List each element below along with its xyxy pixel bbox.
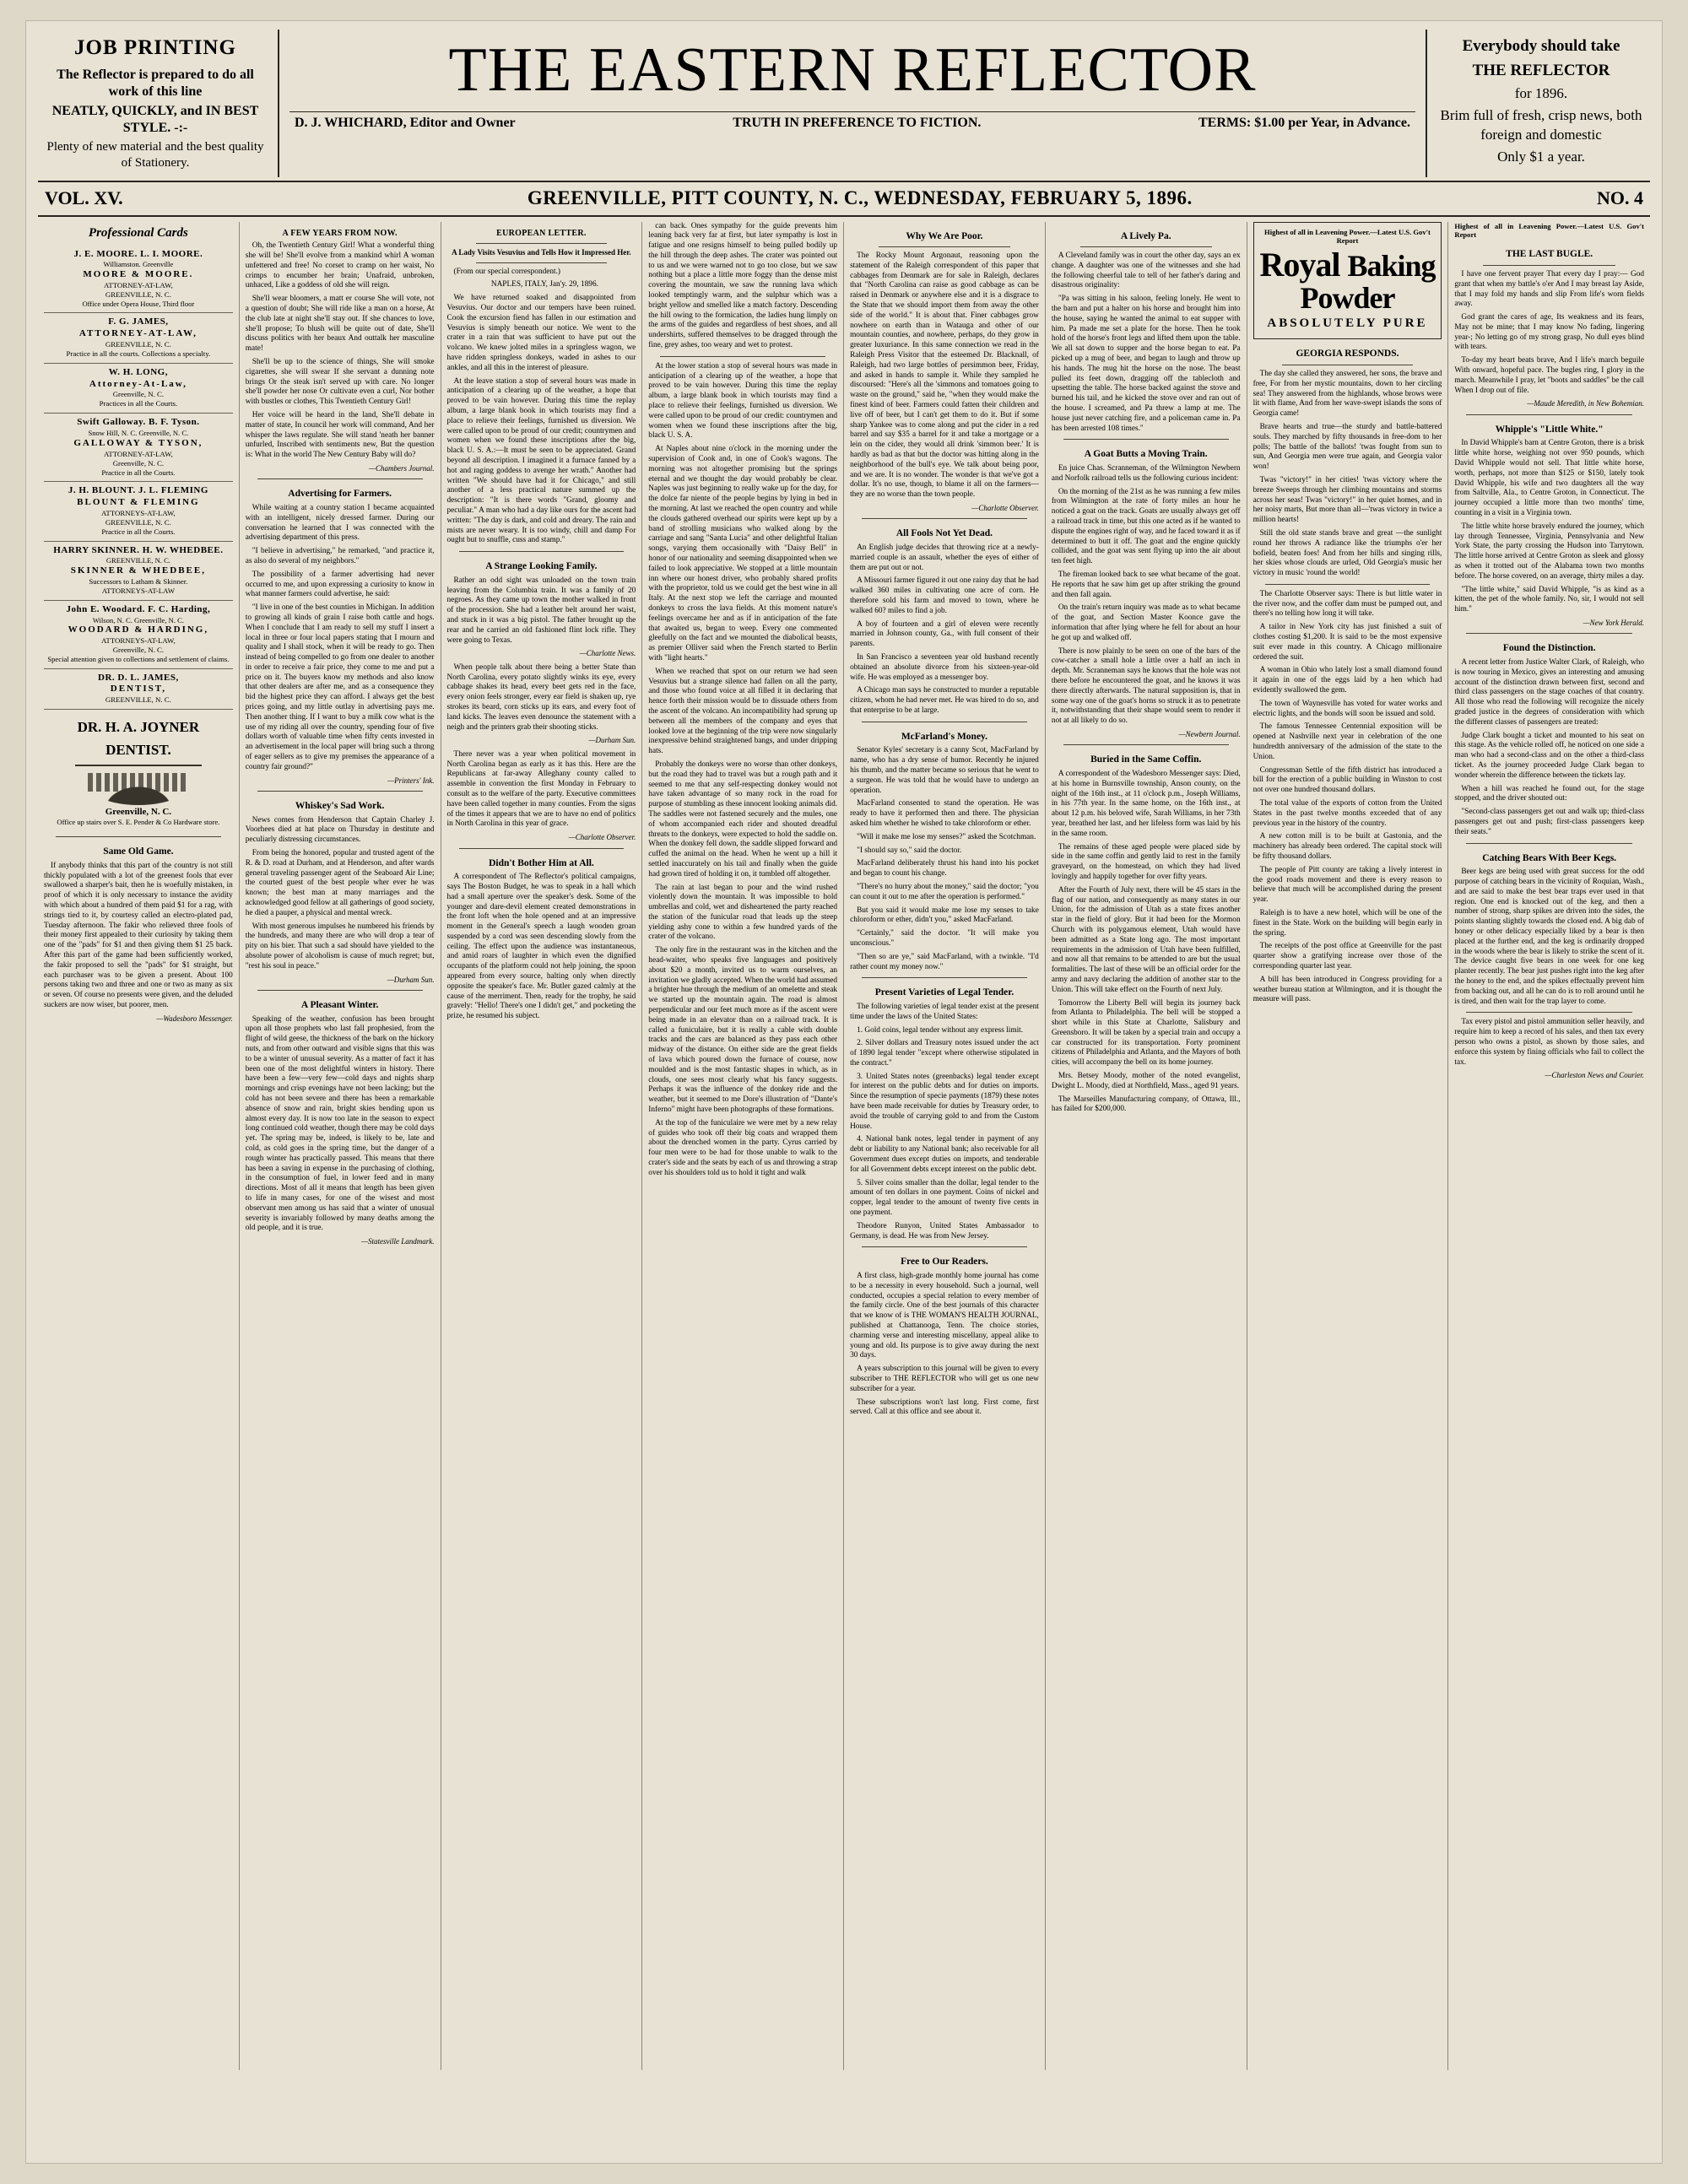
card-desc: ATTORNEY-AT-LAW,: [103, 449, 173, 458]
paragraph: Probably the donkeys were no worse than other donkeys, but the road they had to travel was but a rough path and it seemed to me that any self-respecting donkey would not have taken advantage of so many rock in the road for purpose of stumbling as these innocent looking animals did. The saddles were not fastened securely and the mules, one of whom accompanied each rider and shouted dreadful threats to the donkeys, were expected to hold the saddle on. When the donkey fell down, the saddle slipped forward and cuffed the animal on the head. When he went up a hill it settled inaccurately on his tail and finally when the guide had grown tired of holding it on, it tumbled off altogether.: [648, 760, 838, 878]
free-to-readers-block: [850, 1246, 1039, 1418]
same-old-game-credit: —Wadesboro Messenger.: [156, 1014, 233, 1023]
card-desc: GREENVILLE, N. C.: [105, 339, 171, 349]
card-names: HARRY SKINNER. H. W. WHEDBEE.: [53, 544, 224, 555]
issue-number: NO. 4: [1596, 187, 1643, 208]
section-divider: [257, 990, 423, 991]
card-location: GREENVILLE, N. C.: [105, 517, 171, 527]
paragraph: An English judge decides that throwing rice at a newly-married couple is an assault, whether the eyes of either of them are put out or not.: [850, 543, 1039, 572]
section-divider: [459, 848, 625, 849]
section-divider: [1063, 439, 1229, 440]
paragraph: "Will it make me lose my senses?" asked the Scotchman.: [857, 832, 1036, 841]
paragraph: With most generous impulses he numbered his friends by the hundreds, and many there are who will drop a tear of pity on his bier. That such a sad should have yielded to the absolute power of alcoholism is cause of much regret; but, "rest his soul in peace.": [245, 922, 435, 970]
royal-brand: Royal Baking Powder: [1259, 246, 1436, 316]
paragraph: 1. Gold coins, legal tender without any express limit.: [857, 1025, 1024, 1035]
short-divider: [476, 262, 608, 263]
royal-baking-powder-ad: [1253, 222, 1442, 340]
paragraph: "The little white," said David Whipple, "is as kind as a kitten, the pet of the whole family. No, sir, I would not sell him.": [1454, 585, 1644, 614]
paragraph: Mrs. Betsey Moody, mother of the noted evangelist, Dwight L. Moody, died at Northfield, Mass., aged 91 years.: [1051, 1072, 1241, 1090]
article-credit: —Charlotte Observer.: [568, 833, 636, 842]
card-names: John E. Woodard. F. C. Harding,: [66, 603, 211, 614]
section-divider: [1063, 744, 1229, 745]
column-col-3: [642, 222, 844, 2070]
job-line-1: NEATLY, QUICKLY, and IN BEST STYLE. -:-: [51, 104, 259, 135]
dentist-title: DENTIST.: [106, 742, 171, 759]
same-old-game-head: Same Old Game.: [103, 846, 174, 857]
paragraph: When people talk about there being a better State than North Carolina, every potato slightly winks its eye, every cabbage shakes its head, every beet gets red in the face, every onion feels stronger, every ear field is shaken up, rye strokes its beard, corn sticks up its ears, and every foot of land kicks. The leaves even denounce the statement with a neigh and the printers grab their shooting sticks.: [446, 662, 636, 732]
place-and-date: GREENVILLE, PITT COUNTY, N. C., WEDNESDAY, FEBRUARY 5, 1896.: [527, 187, 1193, 208]
paragraph: "Then so are ye," said MacFarland, with a twinkle. "I'd rather count my money now.": [850, 952, 1039, 971]
masthead-rule: [289, 111, 1415, 112]
paragraph: God grant the cares of age, Its weakness and its fears, May not be mine; that I may know No fading, lingering year-; No letting go of my strong grasp, No dull eyes blind with tears.: [1454, 313, 1644, 352]
professional-card: [44, 313, 233, 363]
paragraph: On the train's return inquiry was made as to what became of the goat, and Section Master Koonce gave the information that after lying where he fell for about an hour he got up and walked off.: [1051, 603, 1241, 642]
paragraph: She'll wear bloomers, a matt er course She will vote, not a question of doubt; She will ride like a man on a horse, At the club late at night she'll stay out. If she chances to love, she'll propose; To blush will be quite out of date, She'll discuss politics with her beaux And outtalk her masculine mate!: [245, 295, 435, 354]
professional-card: [44, 246, 233, 314]
dentist-ad: [44, 710, 233, 831]
paragraph: "Pa was sitting in his saloon, feeling lonely. He went to the barn and put a halter on his horse and brought him into the house, saying he wanted the animal to eat supper with him. Pa made me set a plate for the horse. Then he took hold of the horse's front legs and lifted them upon the table. We all sat down to supper and the horse began to eat. Pa picked up a mug of beer, and began to laugh and throw up his hands. The mug hit the horse on the nose. The beast pulled its feet down, dragging off the tablecloth and upsetting the table. The horse backed against the stove and burned his tail, and he kicked the stove over and ran out of the house. I screamed, and Pa threw a lamp at me. The house just never catching fire, and a policeman came in. Pa has been arrested 108 times.": [1051, 295, 1241, 433]
card-desc: Greenville, N. C.: [112, 390, 165, 399]
royal-ad-headline: Highest of all in Leavening Power.—Latest U.S. Gov't Report: [1264, 227, 1431, 246]
article-credit: —Maude Meredith, in New Bohemian.: [1527, 399, 1644, 408]
card-firm: MOORE & MOORE.: [83, 269, 194, 280]
card-location: Practices in all the Courts.: [99, 399, 178, 408]
paragraph: A first class, high-grade monthly home journal has come to be a necessity in every household. Such a journal, well conducted, occupies a special relation to every member of the family circle. One of the best journals of this character that we know of is THE WOMAN'S HEALTH JOURNAL, published at Chattanooga, Tenn. The choice stories, charming verse and interesting miscellany, appeal alike to young and old. Its purpose is to give away during the next 30 days.: [850, 1272, 1039, 1360]
paragraph: Oh, the Twentieth Century Girl! What a wonderful thing she will be! She'll evolve from a mankind whirl A woman unfettered and free! No corset to cramp on her waist, No crimps to encumber her brain; Unafraid, unbroken, unhaced, Like a goddess of old she will reign.: [245, 241, 435, 290]
column-col-1: [240, 222, 441, 2070]
section-divider: [660, 356, 825, 357]
promo-line-2: for 1896.: [1514, 85, 1568, 102]
paragraph: Rather an odd sight was unloaded on the town train leaving from the Columbia train. It was a family of 20 negroes. As they came up town the mother walked in front of the procession. She had a leather belt around her waist, and stuck in it was a big pistol. The father brought up the rear and he carried an old fashioned flint lock rifle. They were going to Texas.: [446, 576, 636, 645]
dentist-note: Office up stairs over S. E. Pender & Co Hardware store.: [57, 818, 220, 827]
paragraph: There never was a year when political movement in North Carolina began as early as it has this. Here are the Republicans at far-away Alleghany county called to assemble in convention the first Monday in February to consult as to the welfare of the party. Executive committees have been called together in many counties. From the signs of the times it appears that we are to have no end of politics in North Carolina in this year of grace.: [446, 749, 636, 829]
paragraph: The rain at last began to pour and the wind rushed violently down the mountain. It was impossible to hold umbrellas and cold, wet and disheartened the party reached the station of the funicular road that leads up the steep yielding ashy cone to within a few hundred yards of the crater of the volcano.: [648, 883, 838, 942]
card-location: ATTORNEYS-AT-LAW: [101, 586, 176, 595]
card-firm: WOODARD & HARDING,: [68, 624, 209, 635]
paragraph: There is now plainly to be seen on one of the bars of the cow-catcher a small hole a little over a half an inch in depth. Mr. Scranneman says he knows that the hole was not there before he encountered the goat, and he knows it was there directly afterwards. The natural supposition is, that in some way one of the goat's horns so struck it as to penetrate it, notwithstanding that their shape would seem to render it not at all likely to do so.: [1051, 646, 1241, 726]
paragraph: The town of Waynesville has voted for water works and electric lights, and the bonds will soon be issued and sold.: [1252, 699, 1442, 718]
teeth-illustration: [75, 765, 202, 805]
royal-product: Baking Powder: [1300, 249, 1436, 316]
card-location: Practice in all the courts. Collections a specialty.: [66, 349, 211, 358]
professional-card: [44, 364, 233, 414]
paragraph: The possibility of a farmer advertising had never occurred to me, and upon expressing a curiosity to know in what manner farmers could advertise, he said:: [245, 570, 435, 599]
volume-line: [38, 182, 1650, 217]
paragraph: The day she called they answered, her sons, the brave and free, For from her mystic mountains, down to her circling sea! They answered from the highlands, whose brows were lit with flame, And from her wave-swept islands the sons of Georgia came!: [1252, 369, 1442, 419]
paragraph: Beer kegs are being used with great success for the odd purpose of catching bears in the vicinity of Roquian, Wash., and are said to make the best bear traps ever used in that region. One end is knocked out of the keg, and then a number of strong, sharp spikes are driven into the sides, the points slanting slightly towards the closed end. A big dab of honey or other delicacy especially liked by a bear is then placed at the further end, and the keg is ordinarily dropped in the woods where the bear is likely to strike the scent of it. The device caught five bears in one week for one keg planter recently. The bear just pushes right into the keg after the honey to the end, and the spikes effectually prevent him from backing out, and all he can do is to roll around until he is tired, and then wait for the trap layer to come.: [1454, 868, 1644, 1006]
section-heading: A FEW YEARS FROM NOW.: [282, 228, 398, 238]
paragraph: "I should say so," said the doctor.: [857, 846, 962, 855]
paragraph: 3. United States notes (greenbacks) legal tender except for interest on the public debts and for duties on imports. Since the resumption of specie payments (1879) these notes have been made receivable for duties by Treasury order, to avoid the trouble of carrying gold to and from the Custom House.: [850, 1072, 1039, 1131]
short-divider: [476, 243, 608, 244]
paragraph: To-day my heart beats brave, And I life's march beguile With onward, hopeful pace. The bugles ring, I glory in the march. Meanwhile I pray, let "boots and saddles" be the call When I drop out of file.: [1454, 356, 1644, 395]
section-divider: [862, 518, 1027, 519]
article-heading: All Fools Not Yet Dead.: [895, 528, 993, 539]
article-credit: —Charlotte Observer.: [971, 504, 1039, 513]
paragraph: After the Fourth of July next, there will be 45 stars in the flag of our nation, and consequently as many states in our Union, for the admission of Utah as a state fixes another star in the field of glory. But it had been for the Mormon Church with its polygamous element, Utah would have been admitted as a State long ago. The most important requirements in the admission of Utah have been fulfilled, and now all that remains to be attended to are but the usual formalities. The last of these will be an official order for the army and navy declaring the addition of another star to the Union. This will take effect on the Fourth of next July.: [1051, 885, 1241, 994]
paragraph: MacFarland consented to stand the operation. He was ready to have it performed then and there. The physician asked him whether he wished to take chloroform or ether.: [850, 799, 1039, 828]
professional-card: [44, 601, 233, 669]
paragraph: At Naples about nine o'clock in the morning under the supervision of Cook and, in one of Cook's wagons. The morning was not altogether promising but the springs eternal and we thought the day would probably be clear. Naples was just beginning to really wake up for the day, for the dolce far niente of the people begins by lying in bed in the morning. At last we reached the open country and while the clouds gathered overhead our spirits were kept up by a band of strolling musicians who walked along by the carriage and sang "Santa Lucia" and other delightful Italian songs, varying them occasionally with "Daisy Bell" in honor of our nationality and seeming disappointed when we failed to look appreciative. We stopped at a little mountain inn where our honest driver, who probably shared profits with the proprietor, told us we could get the best wine in all Italy. At the next stop we left the carriage and mounted donkeys to cross the lava fields. At this moment nature's feelings overcame her and as if in anticipation of the fate that awaited us, began to weep. Every one commented gleefully on the fact and we mounted the diabolical beasts, as premier Olliver said when the French started to Berlin with "light hearts.": [648, 445, 838, 662]
short-divider: [1483, 265, 1615, 266]
paragraph: The Rocky Mount Argonaut, reasoning upon the statement of the Raleigh correspondent of this paper that cabbages from Denmark are for sale in Raleigh, declares that "North Carolina can raise as good cabbage as can be raised in Denmark or anywhere else and it is a disgrace to the State that we should import them from away the other side of the world." It is about that. Finer cabbages grow nowhere on earth than in Watauga and other of our mountain counties, and nowhere, perhaps, do they grow in greater luxuriance. In this same connection we read in the Raleigh Press Visitor that the esteemed Dr. Blacknall, of Raleigh, had two large bottles of persimmon beer, Friday, and asked in hands to sample it. While they sampled he discoursed: "Here's all the 'simmons and tomatoes going to waste on the ground," said he, "when they would make the finest kind of beer. Farmers could fatten their children and live off of beer, but I can't get them to do it. But if some sharp Yankee was to come along and put the cider in a red barrel and say $35 a barrel for it and take a mortgage or a lein on the cider, they would all drink 'simmon beer.' It is hardly as bad as that but the doctor was hitting along in the neighborhood of the bull's eye. We talk about being poor, and we are. It is no wonder. The wonder is that we've got a dollar. It's no use, though, to blame it all on the farmers—they are no worse than the town people.: [850, 251, 1039, 500]
same-old-game-body: If anybody thinks that this part of the country is not still thickly populated with a lot of the greenest fools that ever swallowed a sharper's bait, then he is woefully mistaken, in proof of which it is only necessary to instance the avidity with which about a hundred of them paid $1 for a rag, with strings tied to it, by courtesy called an electro-plated pad, Tuesday afternoon. The fakir who relieved three fools of their money first appealed to their curiosity by taking them one of the "pads" for $1 and then giving them $1 25 back. After this part of the game had been sufficiently worked, the fakir proposed to sell the "pads" for $1 straight, but each purchaser was to be given a present. About 100 persons taking two and three and one or two as many as six or seven. Of course no presents were given, and the deluded suckers are now wiser, but poorer, men.: [44, 861, 233, 1009]
volume-number: VOL. XV.: [45, 187, 123, 208]
paragraph: MacFarland deliberately thrust his hand into his pocket and began to count his change.: [850, 859, 1039, 878]
short-divider: [879, 246, 1010, 247]
paragraph: The only fire in the restaurant was in the kitchen and the head-waiter, who speaks five languages and positively about $20 a month, invited us to warm ourselves, an invitation we gladly accepted. When the world had assumed a brighter hue through the medium of an omelette and steak we started up the mountain again. The road is almost perpendicular and our feet much more as if the ascent were being made in an elevator than on a railroad track. It is called a funiculaire, but it is really a cable with double tracks and the cars are balanced as they pass each other midway of the distance. On either side are the great fields of lava which poured down the furnace of course, now moulded and is the most fantastic shapes in which, as in clouds, one sees most clearly what his fancy suggests. Perhaps it was the influence of the donkey ride and the weather, but it seemed to me Dore's illustration of "Dante's Inferno" might have been photographs of these formations.: [648, 946, 838, 1115]
paragraph: But you said it would make me lose my senses to take chloroform or ether, didn't you," asked MacFarland.: [850, 905, 1039, 925]
card-towns: Snow Hill, N. C. Greenville, N. C.: [88, 429, 189, 438]
paragraph: Tax every pistol and pistol ammunition seller heavily, and require him to keep a record of his sales, and then tax every person who owns a pistol, as shown by those sales, and enforce this system by fining officials who fail to collect the tax.: [1454, 1018, 1644, 1067]
paragraph: The people of Pitt county are taking a lively interest in the good roads movement and there is every reason to believe that much will be accomplished during the present year.: [1252, 865, 1442, 905]
paragraph: A boy of fourteen and a girl of eleven were recently married in Johnson county, Ga., with full consent of their parents.: [850, 619, 1039, 649]
masthead: [38, 30, 1650, 182]
article-heading: Whipple's "Little White.": [1495, 424, 1604, 435]
article-credit: —Durham Sun.: [387, 975, 435, 984]
article-credit: —Charlotte News.: [579, 649, 636, 658]
paragraph: Theodore Runyon, United States Ambassador to Germany, is dead. He was from New Jersey.: [850, 1221, 1039, 1241]
paragraph: We have returned soaked and disappointed from Vesuvius. Our doctor and our tempers have been ruined. Cook the excursion fiend has fallen in our estimation and Vesuvius is simply beneath our notice. We went to the crater in a rain that was sufficient to have put out the volcano. We knew jolted miles in a springless wagon, we have ridden springless donkeys, waded in ashes to our ankles, and all this in the interest of pleasure.: [446, 294, 636, 372]
article-heading: Whiskey's Sad Work.: [295, 801, 385, 812]
royal-ad-headline: Highest of all in Leavening Power.—Latest U.S. Gov't Report: [1454, 221, 1644, 240]
card-names: J. H. BLOUNT. J. L. FLEMING: [68, 485, 208, 496]
article-heading: Present Varieties of Legal Tender.: [874, 987, 1014, 998]
paragraph: A tailor in New York city has just finished a suit of clothes costing $1,200. It is said to be the most expensive suit ever made in this country. A Chicago millionaire ordered the suit.: [1252, 623, 1442, 662]
paragraph: Congressman Settle of the fifth district has introduced a bill for the erection of a public building in Winston to cost not over one hundred thousand dollars.: [1252, 765, 1442, 795]
paragraph: The little white horse bravely endured the journey, which lay through Tennessee, Virginia, Pennsylvania and New York State, the party crossing the Hudson into Tarrytown. The little horse arrived at Centre Groton as sleek and glossy as when it trotted out of the Alabama town two months before. The horse covered, on an average, thirty miles a day.: [1454, 522, 1644, 581]
free-to-readers-title: Free to Our Readers.: [901, 1257, 988, 1268]
paragraph: "I believe in advertising," he remarked, "and practice it, as also do several of my neighbors.": [245, 547, 435, 565]
paragraph: Tomorrow the Liberty Bell will begin its journey back from Atlanta to Philadelphia. The bell will be stopped a short while in this State at Charlotte, Salisbury and Greensboro. It will be taken by a special train and occupy a car constructed for its transportation. Forty prominent citizens of Philadelphia and Atlanta, and the Mayors of both cities, will accompany the bell on its home journey.: [1051, 998, 1241, 1068]
section-divider: [862, 977, 1027, 978]
column-cards: [38, 222, 240, 2070]
section-divider: [459, 551, 625, 552]
column-col-4: [844, 222, 1046, 2070]
paragraph: A new cotton mill is to be built at Gastonia, and the machinery has already been ordered. The capital stock will be fifty thousand dollars.: [1252, 832, 1442, 862]
short-divider: [1080, 246, 1212, 247]
motto-line: TRUTH IN PREFERENCE TO FICTION.: [733, 116, 982, 130]
paragraph: "Certainly," said the doctor. "It will make you unconscious.": [850, 929, 1039, 948]
paragraph: The Charlotte Observer says: There is but little water in the river now, and the coffer dam must be pumped out, and there's no telling how long it will take.: [1252, 589, 1442, 619]
paragraph: In David Whipple's barn at Centre Groton, there is a brisk little white horse, weighing not over 950 pounds, which David Whipple would not sell. That little white horse, worth, perhaps, not more than $125 or $150, lately took David Whipple, his wife and two daughters all the way from Saltville, Ala., to Centre Groton, in Connecticut. The journey occupied a little more than two months' time, counting in a visit in a Virginia town.: [1454, 439, 1644, 518]
article-heading: Buried in the Same Coffin.: [1090, 754, 1202, 765]
masthead-right-promo: [1426, 30, 1650, 177]
article-heading: GEORGIA RESPONDS.: [1296, 349, 1399, 359]
card-extra: Practice in all the Courts.: [101, 468, 176, 477]
card-names: Swift Galloway. B. F. Tyson.: [77, 417, 200, 428]
job-line-2: Plenty of new material and the best quality of Stationery.: [46, 140, 264, 170]
paragraph: 4. National bank notes, legal tender in payment of any debt or liability to any National bank; also receivable for all Government dues except duties on imports, and tenderable for all Government debts except interest on the public debt.: [850, 1135, 1039, 1174]
article-heading: A Strange Looking Family.: [485, 561, 598, 572]
paragraph: While waiting at a country station I became acquainted with an intelligent, nicely dressed farmer. During our conversation he learned that I was connected with the advertising department of this press.: [245, 503, 435, 543]
article-heading: Found the Distinction.: [1502, 643, 1596, 654]
paragraph: can back. Ones sympathy for the guide prevents him leaning back very far at first, but later sympathy is lost in fatigue and one resigns himself to being pulled bodily up the hill through the deep ashes. The crater was pointed out to us and we were warned not to go too close, but we saw nothing but a place a little more foggy than the dense mist covering the mountain, we saw the running lava which looked temptingly warm, and the sulphur which was a bright yellow and smelled like a match factory. Descending the hill owing to the formication, the ladies hung limply on the arms of the guides and regardless of best shoes, and all undershirts, suffered themselves to be dragged through the fine, grey ashes, too weary and wet to protest.: [648, 221, 838, 350]
paragraph: News comes from Henderson that Captain Charley J. Voorhees died at hat place on Thursday in destitute and peculiarly distressing circumstances.: [245, 815, 435, 845]
section-divider: [1466, 843, 1632, 844]
promo-line-0: Everybody should take: [1462, 37, 1620, 55]
paragraph: A bill has been introduced in Congress providing for a weather bureau station at Wilmington, and it is thought the measure will pass.: [1252, 975, 1442, 1004]
card-desc: GREENVILLE, N. C.: [105, 695, 171, 705]
paragraph: When a hill was reached he found out, for the stage stopped, and the driver shouted out:: [1454, 784, 1644, 803]
paragraph: At the top of the funiculaire we were met by a new relay of guides who took off their big coats and wrapped them about the drenched women in the party. Cyrus carried by four men were to be had for those unable to walk to the crater's side and the seats by each of us and throwing a strap over his shoulders told us to hold it tight and walk: [648, 1118, 838, 1177]
paragraph: 2. Silver dollars and Treasury notes issued under the act of 1890 legal tender "except where otherwise stipulated in the contract.": [850, 1039, 1039, 1068]
article-heading: Why We Are Poor.: [906, 230, 983, 241]
card-location: Greenville, N. C.: [112, 458, 165, 468]
card-towns: Wilson, N. C. Greenville, N. C.: [92, 615, 185, 624]
card-towns: GREENVILLE, N. C.: [106, 556, 170, 565]
column-col-7: [1448, 222, 1650, 2070]
paragraph: En juice Chas. Scranneman, of the Wilmington Newbern and Norfolk railroad tells us the following curious incident:: [1051, 464, 1241, 483]
promo-line-1: THE REFLECTOR: [1472, 61, 1610, 79]
card-names: F. G. JAMES,: [108, 316, 169, 327]
section-divider: [257, 478, 423, 479]
paragraph: She'll be up to the science of things, She will smoke cigarettes, she will swear If she servant a dunning note brings Or the steak isn't served up with care. No longer she'll powder her nose Or cultivate even a curl, Nor bother with bustles or clothes, This Twentieth Century Girl!: [245, 357, 435, 407]
editor-line: D. J. WHICHARD, Editor and Owner: [295, 116, 516, 130]
section-divider: [1466, 633, 1632, 634]
professional-card: [44, 414, 233, 482]
professional-cards-heading: Professional Cards: [88, 225, 188, 240]
article-heading: THE LAST BUGLE.: [1506, 249, 1593, 260]
card-extra: Special attention given to collections and settlement of claims.: [47, 654, 230, 663]
article-heading: A Pleasant Winter.: [300, 1000, 379, 1011]
section-heading: EUROPEAN LETTER.: [496, 228, 587, 238]
paragraph: A woman in Ohio who lately lost a small diamond found it again in one of the eggs laid by a hen which had evidently swallowed the gem.: [1252, 666, 1442, 695]
professional-card: [44, 542, 233, 601]
article-heading: A Goat Butts a Moving Train.: [1084, 449, 1208, 460]
article-credit: —Chambers Journal.: [369, 463, 435, 473]
job-printing-title: JOB PRINTING: [74, 36, 236, 59]
paragraph: Judge Clark bought a ticket and mounted to his seat on this stage. As the vehicle rolled off, he noticed on one side a man who had a second-class and on the other a third-class ticket. As the journey proceeded Judge Clark began to wonder wherein the difference between the tickets lay.: [1454, 731, 1644, 780]
paragraph: "I live in one of the best counties in Michigan. In addition to growing all kinds of grain I raise both cattle and hogs. When I conclude that I am ready to sell my stuff I insert a local in three or four local papers stating that I mourn and quality and I shall stock, when it will be ready to go. Then instead of being compelled to go from one dealer to another in order to receive a fair price, they come to me and put a price on it. The buyers know my methods and also know that other dealers are after me, and as a consequence they bid the highest price they can afford. I always get the best prices going, and my little outlay in advertising pays me. Then another thing. If I want to buy a milk cow what is the use of my riding all over the country, spending four of five dollars worth of valuable time when fifty cents invested in an advertisement in the local paper will bring such a throng of eager sellers as to give my premises the appearance of a country fair ground?": [245, 603, 435, 771]
paragraph: When we reached that spot on our return we had seen Vesuvius but a strange silence had fallen on all the party, and those who found voice at all filled it in declaring that hence forth their mission would be to dissuade others from the ascent of the volcano. An incompatibility had sprung up between all the members of the company and eyes that looked love at the beginning of the trip were now singularly inexpressive behind straightened bangs, and under dripping hats.: [648, 667, 838, 756]
section-divider: [257, 791, 423, 792]
card-desc: Successors to Latham & Skinner.: [89, 576, 188, 586]
article-heading: Advertising for Farmers.: [288, 489, 392, 500]
paragraph: I have one fervent prayer That every day I pray:— God grant that when my battle's o'er And I may breast lay Aside, that I may fold my hands and slip From life's worn fields away.: [1454, 269, 1644, 309]
article-subheading: A Lady Visits Vesuvius and Tells How it Impressed Her.: [452, 248, 631, 257]
dateline: NAPLES, ITALY, Jan'y. 29, 1896.: [490, 280, 598, 289]
paragraph: A Chicago man says he constructed to murder a reputable citizen, whom he had never met. He was hired to do so, and that enterprise to be at large.: [850, 686, 1039, 715]
paragraph: The total value of the exports of cotton from the United States in the past twelve months exceeded that of any previous year in the history of the country.: [1252, 799, 1442, 828]
paragraph: 5. Silver coins smaller than the dollar, legal tender to the amount of ten dollars in one payment. Coins of nickel and copper, legal tender to the amount of twenty five cents in one payment.: [850, 1178, 1039, 1218]
dentist-town: Greenville, N. C.: [105, 806, 172, 817]
paragraph: The famous Tennessee Centennial exposition will be opened at Nashville next year in celebration of the one hundredth anniversary of the admission of the state to the Union.: [1252, 722, 1442, 761]
paragraph: The Marseilles Manufacturing company, of Ottawa, Ill., has failed for $200,000.: [1051, 1095, 1241, 1114]
paragraph: A Cleveland family was in court the other day, says an ex change. A daughter was one of the witnesses and she had the following cheerful tale to tell of her father's daring and disastrous originality:: [1051, 251, 1241, 290]
article-credit: —Newbern Journal.: [1178, 729, 1241, 738]
paragraph: Brave hearts and true—the sturdy and battle-battered souls. They marched by fifty thousands in free-dom to her polls; The battle of the ballots! 'twas fought from sun to sun, And Georgia men were true again, and Georgia valor won!: [1252, 422, 1442, 472]
dentist-name: DR. H. A. JOYNER: [77, 719, 200, 736]
article-credit: —Statesville Landmark.: [361, 1237, 435, 1246]
masthead-left-ads: [38, 30, 279, 177]
paragraph: Senator Kyles' secretary is a canny Scot, MacFarland by name, who has a dry sense of humor. Recently he injured his thumb, and the matter became so serious that he went to a surgeon. He was told that he would have to undergo an operation.: [850, 746, 1039, 795]
job-line-0: The Reflector is prepared to do all work of this line: [57, 68, 254, 99]
promo-line-3: Brim full of fresh, crisp news, both foreign and domestic: [1440, 107, 1642, 143]
section-divider: [1265, 584, 1431, 585]
card-extra: Practice in all the Courts.: [101, 527, 176, 536]
article-heading: Didn't Bother Him at All.: [489, 857, 594, 868]
paragraph: Still the old state stands brave and great —the sunlight round her throws A radiance like the triumphs o'er her bofield, beaten foes! And from her hills and singing rills, her skies whose clouds are urled, Old Georgia's music her victory in music 'round the world!: [1252, 528, 1442, 578]
paragraph: A correspondent of the Wadesboro Messenger says: Died, at his home in Burnsville township, Anson county, on the night of the 16th inst., at 11 o'clock p.m., Joseph Williams, in his 77th year. In the same home, on the 16th inst., at about 12 p.m. his beloved wife, Sarah Williams, in her 73th year, breathed her last, and her lifeless form was laid by his in the same room.: [1051, 769, 1241, 838]
column-col-2: [441, 222, 643, 2070]
paragraph: The fireman looked back to see what became of the goat. He reports that he saw him get up after striking the ground and then fall again.: [1051, 570, 1241, 599]
card-extra: Office under Opera House, Third floor: [82, 299, 195, 308]
paragraph: At the lower station a stop of several hours was made in anticipation of a clearing up of the weather, a hope that proved to be vain however. During this time the replay album, a large blank book in which tourists may find a place to relieve their feelings, furnished us diversion. We were called upon to be proud of our credit: countrymen and women when we found these inscriptions after the big, black U. S. A.: [648, 361, 838, 441]
promo-line-4: Only $1 a year.: [1497, 148, 1585, 165]
card-location: Greenville, N. C.: [112, 645, 165, 654]
newspaper-title: THE EASTERN REFLECTOR: [448, 35, 1257, 105]
paragraph: (From our special correspondent.): [453, 267, 561, 276]
paragraph: "Second-class passengers get out and walk up; third-class passengers get out and push; first-class passengers keep their seats.": [1454, 808, 1644, 836]
terms-line: TERMS: $1.00 per Year, in Advance.: [1198, 116, 1410, 130]
article-heading: McFarland's Money.: [901, 731, 988, 742]
article-credit: —Charleston News and Courier.: [1545, 1071, 1644, 1080]
article-credit: —Printers' Ink.: [387, 776, 435, 785]
card-desc: ATTORNEY-AT-LAW,: [103, 280, 173, 289]
column-col-5: [1046, 222, 1247, 2070]
masthead-center: [279, 30, 1426, 177]
paragraph: Raleigh is to have a new hotel, which will be one of the finest in the State. Work on the building will begin early in the spring.: [1252, 909, 1442, 938]
paragraph: These subscriptions won't last long. First come, first served. Call at this office and see about it.: [850, 1397, 1039, 1417]
column-col-6: [1247, 222, 1449, 2070]
paragraph: A Missouri farmer figured it out one rainy day that he had walked 360 miles in cultivating one acre of corn. He therefore sold his farm and moved to town, where he walked 60? miles to find a job.: [850, 576, 1039, 615]
section-divider: [1466, 1012, 1632, 1013]
paragraph: On the morning of the 21st as he was running a few miles from Wilmington at the rate of forty miles an hour he noticed a goat on the track. Goats are usually always get off a railroad track in time, but this one acted as if he wanted to dispute the engines right of way, and he faced toward it as if determined to butt it off. The goat and the engine quickly collided, and the goat was sent flying up into the air about ten feet high.: [1051, 487, 1241, 566]
card-names: W. H. LONG,: [108, 366, 168, 377]
royal-tagline: ABSOLUTELY PURE: [1267, 316, 1428, 331]
paragraph: A correspondent of The Reflector's political campaigns, says The Boston Budget, he was to speak in a hall which had a small aperture over the speaker's desk. Some of the younger and dare-devil element created demonstrations in the front loft when the hole opened and at an impressive moment in the General's speech a laugh wooden groan suspended by a cord was seen descending slowly from the ceiling. The effect upon the audience was instantaneous, and amid roars of laughter in which even the dignified occupants of the platform could not help joining, the spoon appeared from every source, halting only when directly opposite the speaker's face. Mr. Butler gazed calmly at the cause of the merriment. Then, ready for the trophy, he said gravely: "Hello! There's one I didn't get," and pocketing the prize, he resumed his subject.: [446, 873, 636, 1021]
paragraph: A recent letter from Justice Walter Clark, of Raleigh, who is now touring in Mexico, gives an interesting and amusing account of the distinction drawn between first, second and third class passengers on the stage coaches of that country. All those who read the following will recognize the nicely graded justice in the degrees of consideration with which the different classes of passengers are treated:: [1454, 658, 1644, 727]
card-firm: ATTORNEY-AT-LAW,: [78, 328, 197, 339]
paragraph: "There's no hurry about the money," said the doctor; "you can count it out to me after the operation is performed.": [850, 882, 1039, 901]
professional-card: [44, 482, 233, 541]
newspaper-sheet: [25, 20, 1663, 2164]
paragraph: The remains of these aged people were placed side by side in the same coffin and gently laid to rest in the family graveyard, on the homestead, on which they had lived lovingly and happily together for over fifty years.: [1051, 842, 1241, 881]
article-credit: —Durham Sun.: [588, 736, 636, 745]
paragraph: At the leave station a stop of several hours was made in anticipation of a clearing up of the weather, a hope that proved to be vain however. During this time the replay album, a large blank book in which tourists may find a place to relieve their feelings, furnished us diversion. We were called upon to be proud of our credit; countrymen and women when we found these inscriptions after the big, black U. S. A.:—It must be seen to be appreciated. Grand beyond all description. I imagined it a furnace fanned by a hot and raging goddess to avenge her wrath." Another had written "We should have had it for Chicago," and still another of a less practical nature summed up the description: "It is there words "Grand, gloomy and peculiar." A man who had a day like ours for the ascent had written: "The day is dark, and cold and dreary. The rain and mists are never weary. It is too windy, chill and damp For ought but to snuffle, cuss and stamp.": [446, 376, 636, 545]
card-desc: ATTORNEYS-AT-LAW,: [101, 636, 176, 645]
paragraph: Speaking of the weather, confusion has been brought upon all those prophets who last fall prophesied, from the flight of wild geese, the thickness of the bark on the hickory nuts, and from other outward and visible signs that this was to be a winter of unusual severity. As a matter of fact it has been one of the most delightful winters in history. There have been a few—very few—cold days and nights sharp mornings and crisp evenings have not been lacking; but the cold has not been severe and there has been a remarkable absence of snow and rain, bright skies bending upon us almost every day. It is now too late in the season to expect long continued cold weather, though there may be cold days yet. The spring may be, indeed, is likely to be, late and cold, as cold goes in the spring time, but the danger of a rough winter has practically passed. This means that there has been a saving in expense in the purchasing of clothing, in the consumption of fuel, in lower feed and in many directions. Most of all it means that length has been given to life in many cases, for one of the wisest and most observant men among us has said that a winter of unusual severity is invariably followed by many deaths among the old people, and it is true.: [245, 1014, 435, 1233]
card-names: J. E. MOORE. L. I. MOORE.: [73, 248, 203, 259]
professional-card: [44, 669, 233, 710]
paragraph: The following varieties of legal tender exist at the present time under the laws of the United States:: [850, 1002, 1039, 1021]
card-towns: Williamston. Greenville: [103, 260, 174, 269]
card-desc: ATTORNEYS-AT-LAW,: [101, 508, 176, 517]
card-firm: SKINNER & WHEDBEE,: [70, 565, 206, 576]
paragraph: The receipts of the post office at Greenville for the past quarter show a gratifying increase over those of the corresponding quarter last year.: [1252, 942, 1442, 970]
card-names: DR. D. L. JAMES,: [98, 672, 179, 683]
section-divider: [1466, 414, 1632, 415]
card-firm: Attorney-At-Law,: [89, 378, 187, 389]
columns-container: [38, 222, 1650, 2070]
card-firm: DENTIST,: [110, 684, 166, 695]
paragraph: A years subscription to this journal will be given to every subscriber to THE REFLECTOR who will get us one new subscriber for a year.: [850, 1365, 1039, 1393]
paragraph: In San Francisco a seventeen year old husband recently obtained an absolute divorce from his sixteen-year-old wife. He was employed as a messenger boy.: [850, 653, 1039, 682]
article-heading: A Lively Pa.: [1120, 230, 1171, 241]
card-firm: GALLOWAY & TYSON,: [73, 437, 203, 448]
article-credit: —New York Herald.: [1582, 619, 1644, 628]
paragraph: From being the honored, popular and trusted agent of the R. & D. road at Durham, and at Henderson, and after wards general traveling passenger agent of the Seaboard Air Line; the courted guest of the best people wher ever he was known; the best man at many marriages and the acknowledged good fellow at all gatherings of good society, he died a pauper, a physical and mental wreck.: [245, 849, 435, 917]
paragraph: Twas "victory!" in her cities! 'twas victory where the breeze Sweeps through her climbing mountains and storms across her seas! Twas "victory!" in her quiet homes, and in her noisy marts, But more than all—'twas victory in twice a million hearts!: [1252, 475, 1442, 525]
article-heading: Catching Bears With Beer Kegs.: [1482, 852, 1617, 863]
paragraph: Her voice will be heard in the land, She'll debate in matter of state, In council her work will command, And her whisper the laws regulate. She will stand 'neath her banner unfurled, Inscribed with sentiments new, But the question is: What in the world The New Century Baby will do?: [245, 410, 435, 460]
card-location: GREENVILLE, N. C.: [105, 289, 171, 299]
card-firm: BLOUNT & FLEMING: [77, 497, 200, 508]
